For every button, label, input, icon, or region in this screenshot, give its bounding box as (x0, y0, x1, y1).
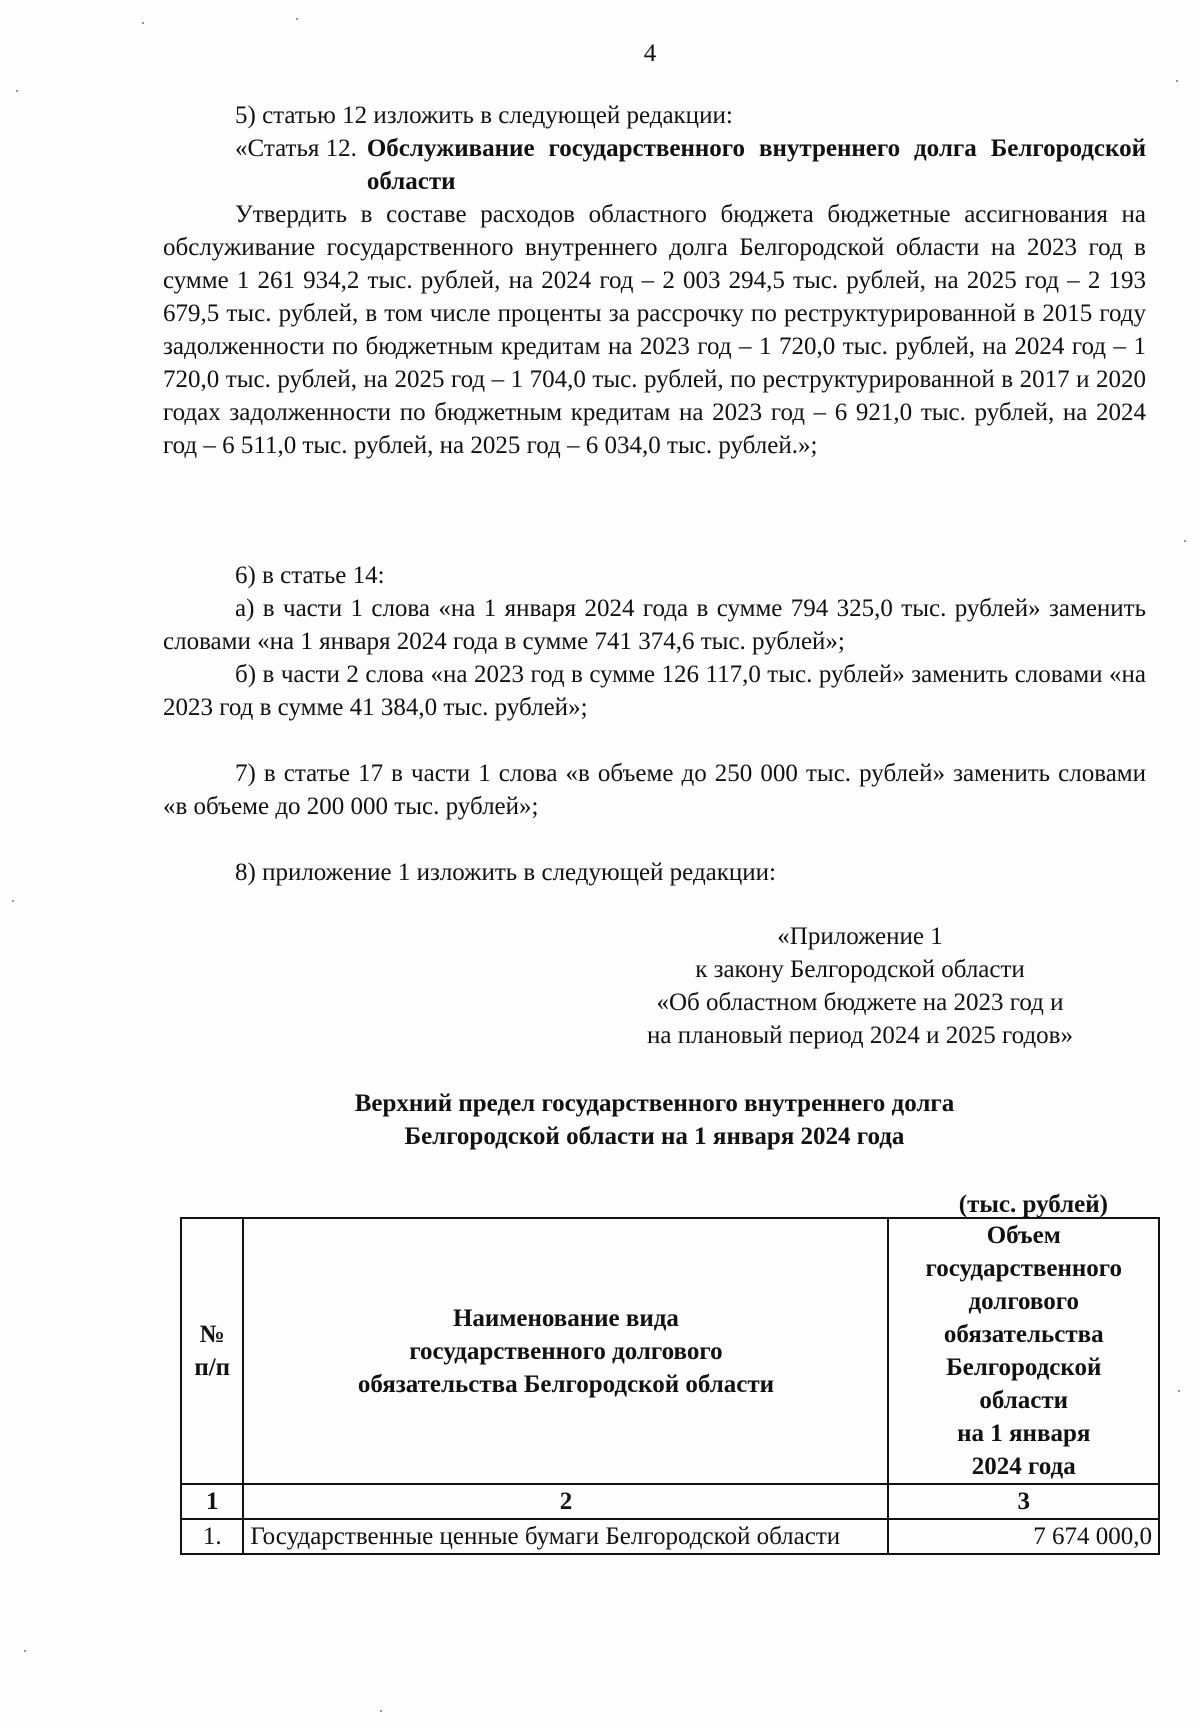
table-title (163, 1087, 1146, 1153)
section-8 (163, 856, 1146, 889)
header-obligation-line-3: обязательства Белгородской области (357, 1370, 775, 1398)
section-6-item-a: а) в части 1 слова «на 1 января 2024 года в сумме 794 325,0 тыс. рублей» заменить словами «на 1 января 2024 года в сумме 741 374,6 тыс. рублей»; (163, 595, 1146, 655)
header-volume (888, 1218, 1159, 1484)
section-8-text: 8) приложение 1 изложить в следующей редакции: (235, 859, 776, 886)
column-number-2: 2 (243, 1484, 888, 1519)
header-volume-line-7: на 1 января (957, 1420, 1091, 1447)
scan-speck (296, 18, 298, 20)
section-6-item-b: б) в части 2 слова «на 2023 год в сумме 126 117,0 тыс. рублей» заменить словами «на 2023 год в сумме 41 384,0 тыс. рублей»; (163, 661, 1146, 721)
row-obligation-name: Государственные ценные бумаги Белгородской области (243, 1519, 888, 1554)
scan-speck (142, 22, 144, 24)
header-number-line-2: п/п (194, 1354, 231, 1381)
units-label: (тыс. рублей) (958, 1191, 1108, 1218)
scan-speck (12, 900, 14, 902)
header-obligation-line-1: Наименование вида (452, 1304, 679, 1332)
table-title-line-1: Верхний предел государственного внутреннего долга (354, 1090, 955, 1117)
section-7 (163, 757, 1146, 823)
header-volume-line-2: государственного (925, 1255, 1122, 1282)
debt-table (180, 1217, 1160, 1555)
appendix-line-2: к закону Белгородской области (695, 956, 1025, 983)
column-number-1: 1 (181, 1484, 243, 1519)
column-number-3: 3 (888, 1484, 1159, 1519)
article-12-label: «Статья 12. (235, 135, 357, 162)
row-number: 1. (181, 1519, 243, 1554)
section-5 (163, 99, 1146, 462)
appendix-line-1: «Приложение 1 (777, 923, 943, 950)
row-amount: 7 674 000,0 (888, 1519, 1159, 1554)
header-obligation-line-2: государственного долгового (409, 1337, 723, 1365)
scan-speck (24, 1650, 26, 1652)
header-volume-line-3: долгового (968, 1288, 1079, 1315)
scan-speck (16, 90, 18, 92)
scan-speck (1184, 540, 1186, 542)
header-volume-line-5: Белгородской (946, 1354, 1102, 1381)
scan-speck (1176, 80, 1178, 82)
header-volume-line-6: области (979, 1387, 1069, 1414)
header-volume-line-8: 2024 года (971, 1453, 1076, 1480)
appendix-line-3: «Об областном бюджете на 2023 год и (656, 989, 1064, 1016)
appendix-caption (560, 920, 1160, 1052)
header-number-line-1: № (199, 1321, 225, 1348)
header-number (181, 1218, 243, 1484)
header-volume-line-4: обязательства (943, 1321, 1104, 1348)
article-12-heading (163, 132, 1146, 198)
table-header-row (181, 1218, 1159, 1484)
article-12-body: Утвердить в составе расходов областного бюджета бюджетные ассигнования на обслуживание государственного внутреннего долга Белгородской области на 2023 год в сумме 1 261 934,2 тыс. рублей, на 2024 год – 2 003 294,5 тыс. рублей, на 2025 год – 2 193 679,5 тыс. рублей, в том числе проценты за рассрочку по реструктурированной в 2015 году задолженности по бюджетным кредитам на 2023 год – 1 720,0 тыс. рублей, на 2024 год – 1 720,0 тыс. рублей, на 2025 год – 1 704,0 тыс. рублей, по реструктурированной в 2017 и 2020 годах задолженности по бюджетным кредитам на 2023 год – 6 921,0 тыс. рублей, на 2024 год – 6 511,0 тыс. рублей, на 2025 год – 6 034,0 тыс. рублей.»; (163, 201, 1146, 459)
table-row (181, 1519, 1159, 1554)
section-5-intro: 5) статью 12 изложить в следующей редакции: (235, 102, 733, 129)
article-12-title: Обслуживание государственного внутреннего долга Белгородской области (366, 135, 1146, 195)
scan-speck (380, 1710, 382, 1712)
page-number: 4 (643, 40, 657, 67)
column-number-row (181, 1484, 1159, 1519)
section-6-intro: 6) в статье 14: (235, 562, 385, 589)
appendix-line-4: на плановый период 2024 и 2025 годов» (647, 1022, 1073, 1049)
section-6 (163, 559, 1146, 724)
table-title-line-2: Белгородской области на 1 января 2024 года (404, 1123, 905, 1150)
header-obligation-type (243, 1218, 888, 1484)
section-7-text: 7) в статье 17 в части 1 слова «в объеме до 250 000 тыс. рублей» заменить словами «в объеме до 200 000 тыс. рублей»; (163, 760, 1146, 820)
header-volume-line-1: Объем (986, 1222, 1061, 1249)
scan-speck (1178, 1390, 1180, 1392)
